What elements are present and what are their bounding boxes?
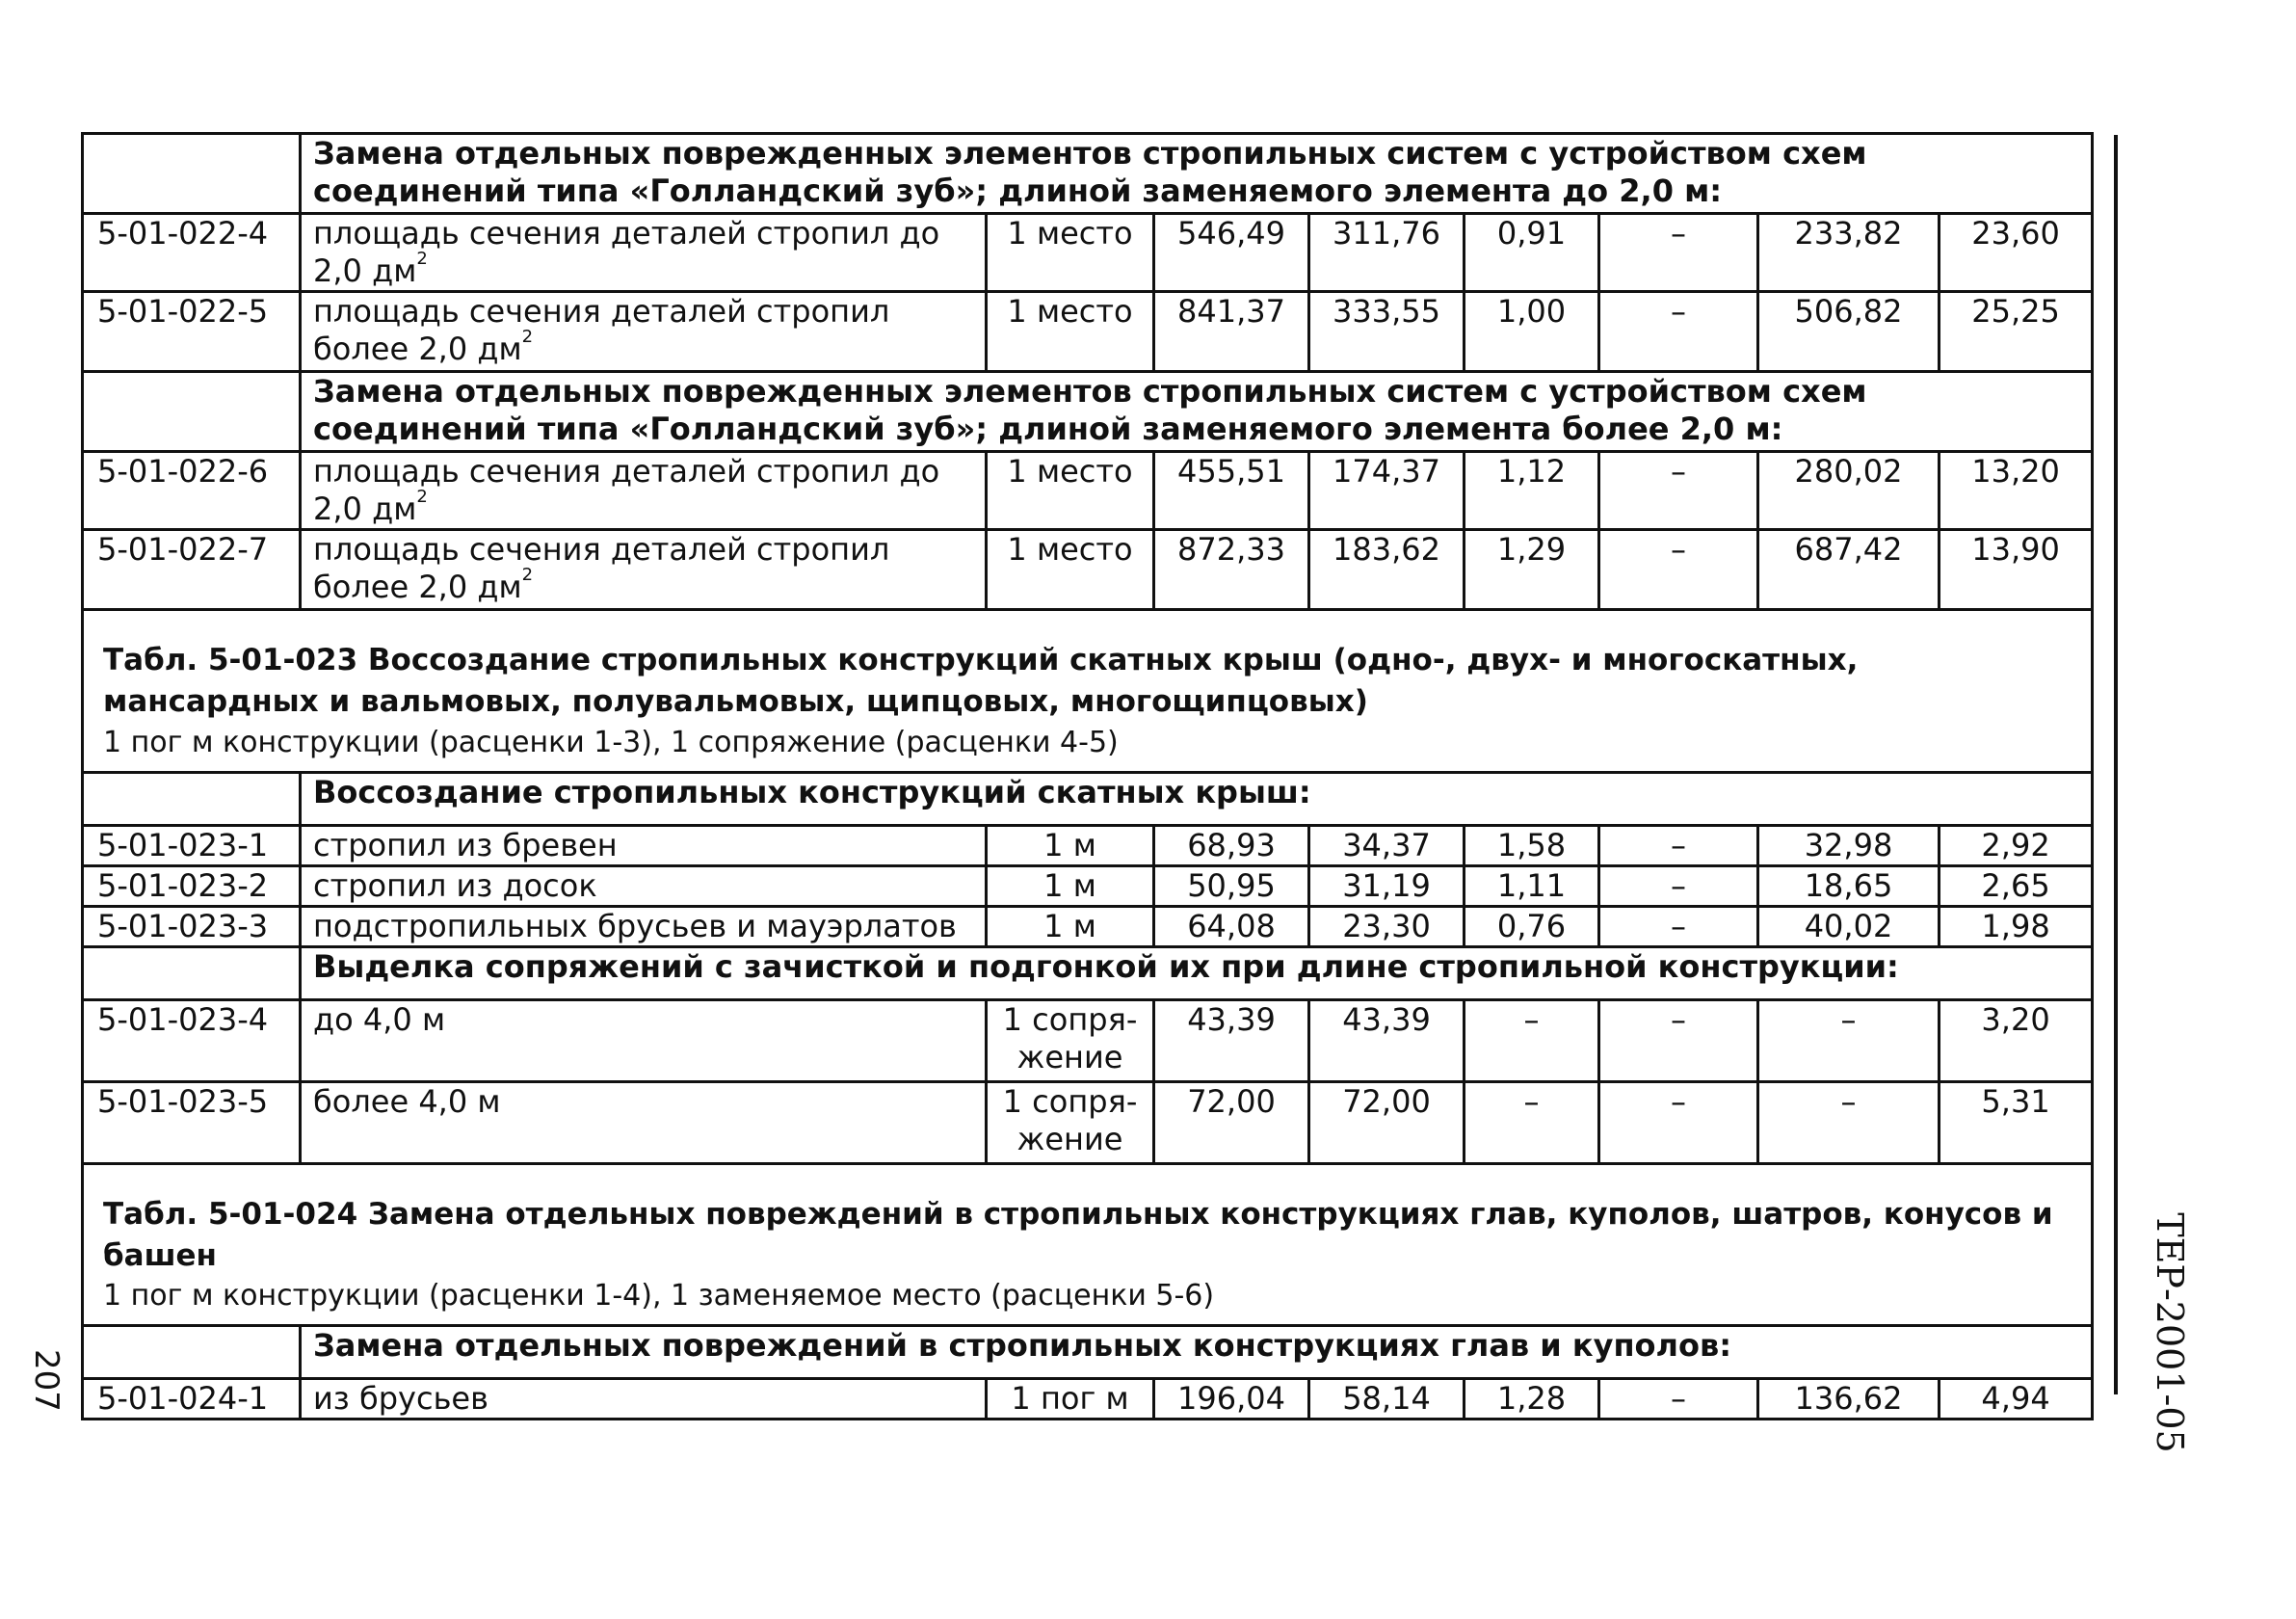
rate-value: 64,08	[1154, 906, 1309, 946]
rate-value: –	[1465, 999, 1599, 1081]
rate-value: 43,39	[1309, 999, 1465, 1081]
rate-value: 0,76	[1465, 906, 1599, 946]
rate-value: 841,37	[1154, 292, 1309, 372]
rate-value: 18,65	[1758, 865, 1940, 906]
rate-value: 72,00	[1309, 1081, 1465, 1163]
table-title-block	[83, 610, 2093, 773]
rate-value: 23,30	[1309, 906, 1465, 946]
group-heading: Выделка сопряжений с зачисткой и подгонкой их при длине стропильной конструкции:	[301, 946, 2093, 999]
rate-value: 0,91	[1465, 214, 1599, 292]
rate-value: 455,51	[1154, 452, 1309, 530]
rate-value: –	[1599, 292, 1758, 372]
rate-value: 1,29	[1465, 530, 1599, 610]
rate-code: 5-01-023-5	[83, 1081, 301, 1163]
empty-code-cell	[83, 946, 301, 999]
rate-value: –	[1599, 452, 1758, 530]
rate-value: 13,20	[1940, 452, 2093, 530]
rate-value: 2,92	[1940, 825, 2093, 865]
rate-name: площадь сечения деталей стропил более 2,0 $дм^2$	[301, 292, 987, 372]
rate-unit: 1 место	[987, 292, 1154, 372]
rate-value: 687,42	[1758, 530, 1940, 610]
rate-name: стропил из бревен	[301, 825, 987, 865]
rate-value: 333,55	[1309, 292, 1465, 372]
rate-value: –	[1599, 1379, 1758, 1420]
rate-unit: 1 место	[987, 452, 1154, 530]
rate-value: 1,58	[1465, 825, 1599, 865]
rate-unit: 1 м	[987, 865, 1154, 906]
table-row	[83, 292, 2093, 372]
rate-value: 58,14	[1309, 1379, 1465, 1420]
rate-code: 5-01-023-4	[83, 999, 301, 1081]
rate-value: 34,37	[1309, 825, 1465, 865]
rate-value: 233,82	[1758, 214, 1940, 292]
document-code: ТЕР-2001-05	[2149, 1212, 2191, 1453]
group-heading: Воссоздание стропильных конструкций скатных крыш:	[301, 772, 2093, 825]
rate-value: 1,12	[1465, 452, 1599, 530]
rate-value: 31,19	[1309, 865, 1465, 906]
rate-unit: 1 место	[987, 530, 1154, 610]
table-row	[83, 214, 2093, 292]
rate-value: 72,00	[1154, 1081, 1309, 1163]
rate-name: более 4,0 м	[301, 1081, 987, 1163]
rate-unit: 1 пог м	[987, 1379, 1154, 1420]
rate-value: 13,90	[1940, 530, 2093, 610]
rate-value: –	[1599, 825, 1758, 865]
rate-unit: 1 место	[987, 214, 1154, 292]
rate-unit: 1 сопря-жение	[987, 1081, 1154, 1163]
rate-value: 3,20	[1940, 999, 2093, 1081]
rate-value: 23,60	[1940, 214, 2093, 292]
table-unit-note: 1 пог м конструкции (расценки 1-3), 1 сопряжение (расценки 4-5)	[103, 725, 1119, 759]
rate-code: 5-01-023-3	[83, 906, 301, 946]
table-title-row	[83, 610, 2093, 773]
rate-code: 5-01-023-2	[83, 865, 301, 906]
rate-value: 50,95	[1154, 865, 1309, 906]
rate-value: –	[1599, 1081, 1758, 1163]
group-heading: Замена отдельных поврежденных элементов стропильных систем с устройством схем соединений типа «Голландский зуб»; длиной заменяемого элемента более 2,0 м:	[301, 372, 2093, 452]
table-title: Табл. 5-01-023 Воссоздание стропильных конструкций скатных крыш (одно-, двух- и многоскатных, мансардных и вальмовых, полувальмовых, щипцовых, многощипцовых)	[103, 643, 1859, 719]
table-title: Табл. 5-01-024 Замена отдельных повреждений в стропильных конструкциях глав, куполов, шатров, конусов и башен	[103, 1196, 2053, 1273]
table-row	[83, 1379, 2093, 1420]
empty-code-cell	[83, 772, 301, 825]
rate-name: площадь сечения деталей стропил более 2,0 $дм^2$	[301, 530, 987, 610]
rate-code: 5-01-022-4	[83, 214, 301, 292]
page-number: 207	[27, 1349, 66, 1412]
rate-value: 1,98	[1940, 906, 2093, 946]
table-row	[83, 825, 2093, 865]
rate-unit: 1 сопря-жение	[987, 999, 1154, 1081]
rate-value: 196,04	[1154, 1379, 1309, 1420]
empty-code-cell	[83, 372, 301, 452]
rate-value: 4,94	[1940, 1379, 2093, 1420]
table-title-block	[83, 1163, 2093, 1326]
rate-value: –	[1465, 1081, 1599, 1163]
rate-value: –	[1599, 865, 1758, 906]
empty-code-cell	[83, 134, 301, 214]
table-row	[83, 530, 2093, 610]
rate-value: 32,98	[1758, 825, 1940, 865]
rate-value: 280,02	[1758, 452, 1940, 530]
rate-value: 25,25	[1940, 292, 2093, 372]
group-heading: Замена отдельных повреждений в стропильных конструкциях глав и куполов:	[301, 1326, 2093, 1379]
group-header-row	[83, 372, 2093, 452]
rate-value: 1,28	[1465, 1379, 1599, 1420]
rate-code: 5-01-022-7	[83, 530, 301, 610]
group-header-row	[83, 946, 2093, 999]
rate-value: 2,65	[1940, 865, 2093, 906]
rate-value: 311,76	[1309, 214, 1465, 292]
rate-unit: 1 м	[987, 825, 1154, 865]
rate-value: –	[1599, 214, 1758, 292]
table-row	[83, 999, 2093, 1081]
rate-value: 174,37	[1309, 452, 1465, 530]
rate-value: –	[1599, 906, 1758, 946]
table-unit-note: 1 пог м конструкции (расценки 1-4), 1 заменяемое место (расценки 5-6)	[103, 1279, 1215, 1314]
rate-value: 1,11	[1465, 865, 1599, 906]
rate-value: –	[1599, 999, 1758, 1081]
empty-code-cell	[83, 1326, 301, 1379]
rate-value: 5,31	[1940, 1081, 2093, 1163]
rate-name: площадь сечения деталей стропил до 2,0 $дм^2$	[301, 452, 987, 530]
rate-value: 1,00	[1465, 292, 1599, 372]
rate-code: 5-01-022-6	[83, 452, 301, 530]
rate-value: –	[1599, 530, 1758, 610]
rate-value: –	[1758, 999, 1940, 1081]
table-row	[83, 865, 2093, 906]
group-header-row	[83, 1326, 2093, 1379]
rate-name: стропил из досок	[301, 865, 987, 906]
rate-unit: 1 м	[987, 906, 1154, 946]
rate-code: 5-01-022-5	[83, 292, 301, 372]
group-header-row	[83, 772, 2093, 825]
rate-value: 506,82	[1758, 292, 1940, 372]
rates-table	[81, 132, 2094, 1420]
table-row	[83, 906, 2093, 946]
rate-code: 5-01-024-1	[83, 1379, 301, 1420]
rate-name: площадь сечения деталей стропил до 2,0 $дм^2$	[301, 214, 987, 292]
rate-value: 68,93	[1154, 825, 1309, 865]
rate-value: 136,62	[1758, 1379, 1940, 1420]
table-row	[83, 1081, 2093, 1163]
table-title-row	[83, 1163, 2093, 1326]
rate-value: 183,62	[1309, 530, 1465, 610]
rate-value: 546,49	[1154, 214, 1309, 292]
rate-value: 43,39	[1154, 999, 1309, 1081]
group-header-row	[83, 134, 2093, 214]
rate-value: 872,33	[1154, 530, 1309, 610]
rate-value: –	[1758, 1081, 1940, 1163]
rate-name: подстропильных брусьев и мауэрлатов	[301, 906, 987, 946]
right-margin-rule	[2114, 135, 2118, 1394]
table-row	[83, 452, 2093, 530]
rate-name: из брусьев	[301, 1379, 987, 1420]
rate-value: 40,02	[1758, 906, 1940, 946]
rate-code: 5-01-023-1	[83, 825, 301, 865]
group-heading: Замена отдельных поврежденных элементов стропильных систем с устройством схем соединений типа «Голландский зуб»; длиной заменяемого элемента до 2,0 м:	[301, 134, 2093, 214]
rate-name: до 4,0 м	[301, 999, 987, 1081]
